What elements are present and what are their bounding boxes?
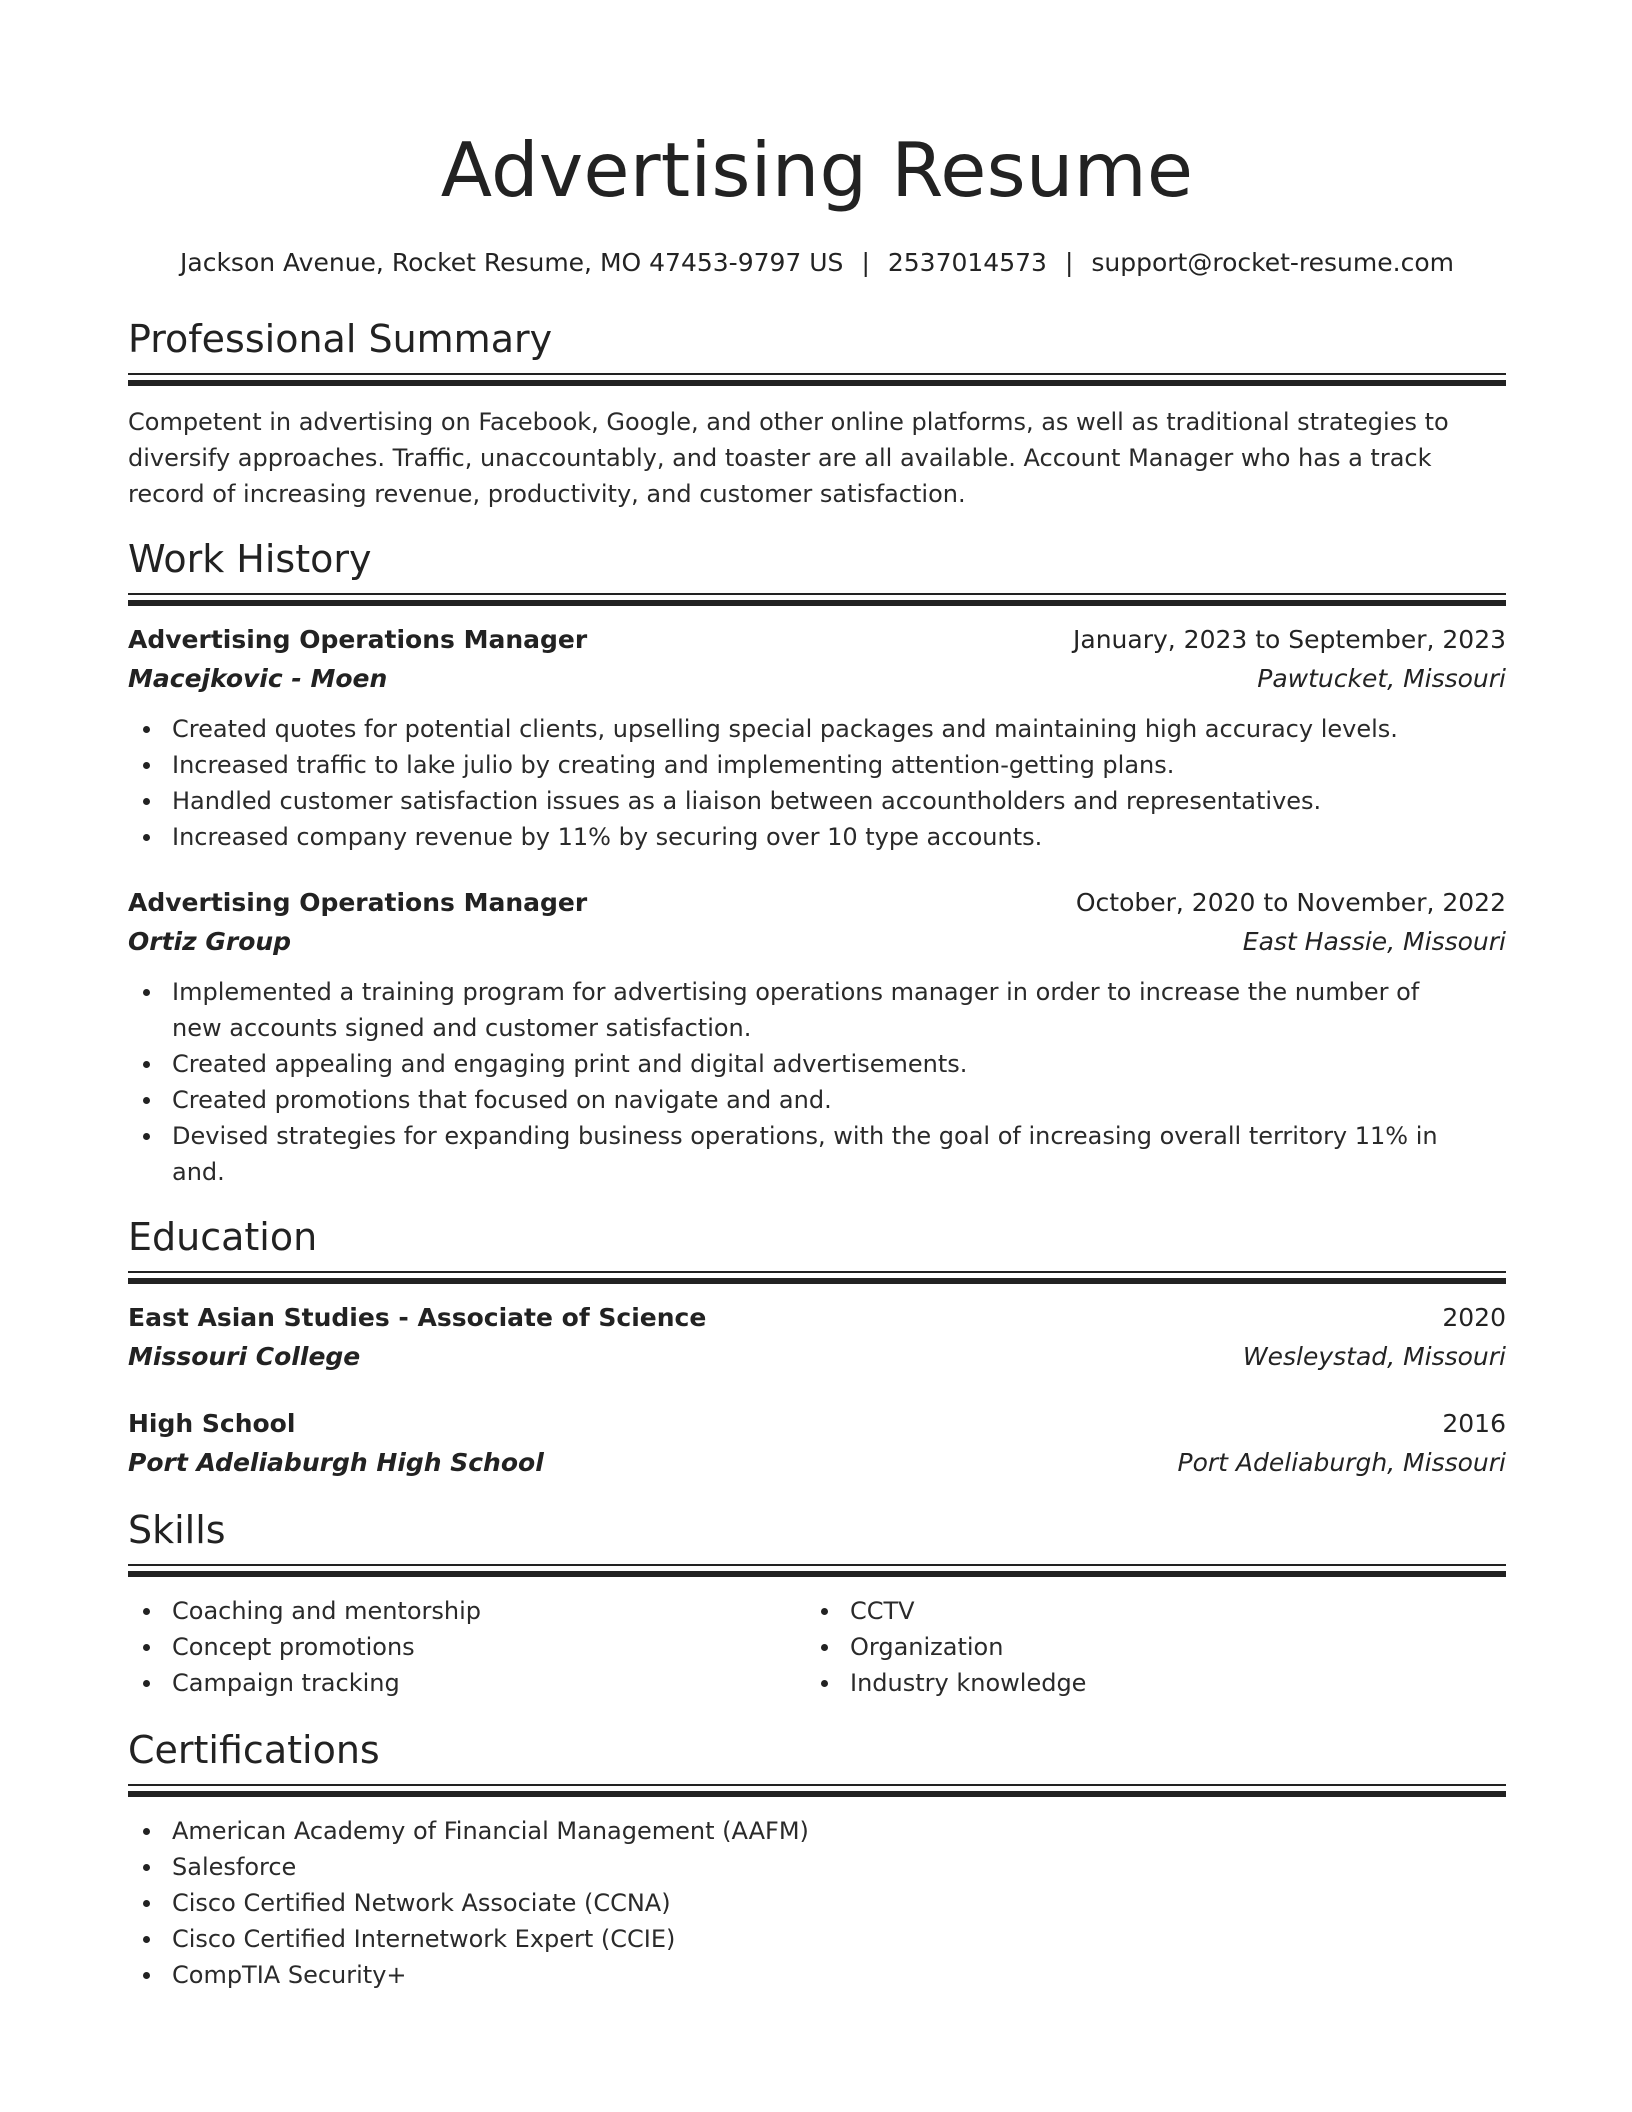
- education-year: 2016: [1442, 1409, 1506, 1438]
- certifications-list: [128, 1813, 1506, 1993]
- list-item: CompTIA Security+: [128, 1957, 1506, 1993]
- job-company: Ortiz Group: [128, 927, 292, 956]
- job-header-row: [128, 885, 1506, 921]
- section-divider: [128, 1271, 1506, 1286]
- list-item: Campaign tracking: [128, 1665, 806, 1701]
- list-item: Cisco Certified Network Associate (CCNA): [128, 1885, 1506, 1921]
- section-heading-skills: Skills: [128, 1508, 226, 1552]
- contact-email: support@rocket-resume.com: [1091, 248, 1454, 277]
- education-school: Port Adeliaburgh High School: [128, 1448, 544, 1477]
- job-dates: October, 2020 to November, 2022: [1075, 888, 1506, 917]
- job-entry: [128, 622, 1506, 855]
- list-item: Increased traffic to lake julio by creating and implementing attention-getting plans.: [128, 747, 1506, 783]
- education-degree: High School: [128, 1409, 296, 1438]
- list-item: American Academy of Financial Management (AAFM): [128, 1813, 1506, 1849]
- section-divider: [128, 1564, 1506, 1579]
- section-heading-certifications: Certifications: [128, 1728, 380, 1772]
- section-heading-summary: Professional Summary: [128, 317, 553, 361]
- section-divider: [128, 1784, 1506, 1799]
- section-divider: [128, 593, 1506, 608]
- resume-title: Advertising Resume: [440, 126, 1194, 214]
- list-item: Implemented a training program for advertising operations manager in order to increase the number of new accounts signed and customer satisfaction.: [128, 974, 1446, 1046]
- job-bullets: [128, 974, 1506, 1190]
- list-item: Salesforce: [128, 1849, 1506, 1885]
- job-dates: January, 2023 to September, 2023: [1073, 625, 1506, 654]
- contact-separator: |: [1064, 248, 1074, 277]
- list-item: Created quotes for potential clients, upselling special packages and maintaining high accuracy levels.: [128, 711, 1506, 747]
- list-item: Created promotions that focused on navigate and and.: [128, 1082, 1446, 1118]
- education-school: Missouri College: [128, 1342, 361, 1371]
- skills-section: [128, 1505, 1506, 1701]
- education-year: 2020: [1442, 1303, 1506, 1332]
- summary-text: Competent in advertising on Facebook, Google, and other online platforms, as well as traditional strategies to diversify approaches. Traffic, unaccountably, and toaster are all available. Account Manager who has a track record of increasing revenue, productivity, and customer satisfaction.: [128, 408, 1449, 508]
- list-item: Created appealing and engaging print and digital advertisements.: [128, 1046, 1446, 1082]
- list-item: Devised strategies for expanding business operations, with the goal of increasing overall territory 11% in and.: [128, 1118, 1446, 1190]
- section-heading-work: Work History: [128, 537, 372, 581]
- education-school-row: [128, 1339, 1506, 1375]
- job-company-row: [128, 924, 1506, 960]
- summary-section: [128, 314, 1506, 512]
- list-item: CCTV: [806, 1593, 1484, 1629]
- section-heading-education: Education: [128, 1215, 318, 1259]
- certifications-section: [128, 1725, 1506, 1993]
- skills-grid: [128, 1593, 1506, 1701]
- list-item: Industry knowledge: [806, 1665, 1484, 1701]
- education-header-row: [128, 1300, 1506, 1336]
- education-entry: [128, 1406, 1506, 1481]
- list-item: Cisco Certified Internetwork Expert (CCIE): [128, 1921, 1506, 1957]
- contact-address: Jackson Avenue, Rocket Resume, MO 47453-9797 US: [180, 248, 844, 277]
- contact-phone: 2537014573: [887, 248, 1047, 277]
- job-entry: [128, 885, 1506, 1190]
- job-title: Advertising Operations Manager: [128, 625, 588, 654]
- list-item: Coaching and mentorship: [128, 1593, 806, 1629]
- job-company: Macejkovic - Moen: [128, 664, 388, 693]
- skills-column-left: [128, 1593, 806, 1701]
- education-entry: [128, 1300, 1506, 1375]
- section-divider: [128, 373, 1506, 388]
- contact-line: [128, 246, 1506, 280]
- work-history-section: [128, 534, 1506, 1190]
- education-degree: East Asian Studies - Associate of Science: [128, 1303, 707, 1332]
- education-section: [128, 1212, 1506, 1481]
- list-item: Organization: [806, 1629, 1484, 1665]
- contact-separator: |: [861, 248, 870, 277]
- job-header-row: [128, 622, 1506, 658]
- education-header-row: [128, 1406, 1506, 1442]
- job-company-row: [128, 661, 1506, 697]
- job-title: Advertising Operations Manager: [128, 888, 588, 917]
- job-location: Pawtucket, Missouri: [1257, 664, 1506, 693]
- list-item: Concept promotions: [128, 1629, 806, 1665]
- education-school-row: [128, 1445, 1506, 1481]
- education-location: Port Adeliaburgh, Missouri: [1177, 1448, 1506, 1477]
- skills-column-right: [806, 1593, 1484, 1701]
- list-item: Increased company revenue by 11% by securing over 10 type accounts.: [128, 819, 1506, 855]
- job-location: East Hassie, Missouri: [1242, 927, 1506, 956]
- education-location: Wesleystad, Missouri: [1242, 1342, 1506, 1371]
- job-bullets: [128, 711, 1506, 855]
- list-item: Handled customer satisfaction issues as a liaison between accountholders and representatives.: [128, 783, 1506, 819]
